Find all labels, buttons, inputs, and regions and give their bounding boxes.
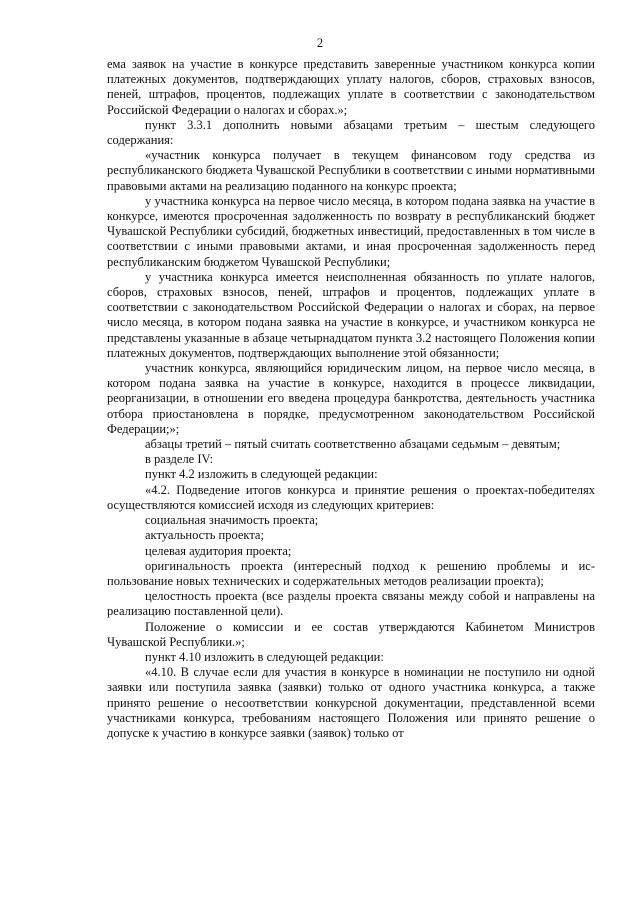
paragraph: у участника конкурса на первое число месяца, в котором подана заявка на участие в конкурсе, имеются просроченная задолженность по возврату в республиканский бюджет Чувашской Республики субсидий, бюджетных инвестиций, предоставленных в том числе в соответствии с иными правовыми актами, и иная просроченная задолженность перед республиканским бюджетом Чувашской Республики; [107,193,595,269]
paragraph: пункт 3.3.1 дополнить новыми абзацами третьим – шестым следующего содержания: [107,117,595,148]
paragraph: участник конкурса, являющийся юридическим лицом, на первое число месяца, в котором подана заявка на участие в конкурсе, находится в процессе ликвидации, реорганизации, в отношении его введена процедура банкротства, деятельность участника отбора приостановлена в порядке, предусмотренном законодательством Российской Федерации;»; [107,361,595,436]
paragraph: «4.10. В случае если для участия в конкурсе в номинации не поступило ни одной заявки или поступила заявка (заявки) только от одного участника конкурса, а также принято решение о несоответствии конкурсной документации, представленной всеми участниками конкурса, требованиям настоящего Положения или принято решение о допуске к участию в конкурсе заявки (заявок) только от [107,665,595,740]
paragraph: социальная значимость проекта; [145,513,319,528]
paragraph: оригинальность проекта (интересный подход к решению проблемы и использование новых технических и содержательных методов реализации проекта); [107,558,595,588]
paragraph: актуальность проекта; [145,528,264,543]
paragraph: «4.2. Подведение итогов конкурса и принятие решения о проектах-победителях осуществляются комиссией исходя из следующих критериев: [107,482,595,512]
paragraph: пункт 4.10 изложить в следующей редакции: [145,649,384,664]
paragraph: Положение о комиссии и ее состав утверждаются Кабинетом Министров Чувашской Республики.»; [107,619,595,649]
paragraph: целостность проекта (все разделы проекта связаны между собой и направлены на реализацию поставленной цели). [107,589,595,619]
paragraph: в разделе IV: [145,452,214,467]
paragraph: ема заявок на участие в конкурсе представить заверенные участником конкурса копии платежных документов, подтверждающих уплату налогов, сборов, страховых взносов, пеней, штрафов, процентов, подлежащих уплате в соответствии с законодательством Российской Федерации о налогах и сборах.»; [107,57,595,117]
paragraph: у участника конкурса имеется неисполненная обязанность по уплате налогов, сборов, страховых взносов, пеней, штрафов и процентов, подлежащих уплате в соответствии с законодательством Российской Федерации о налогах и сборах, на первое число месяца, в котором подана заявка на участие в конкурсе, и участником конкурса не представлены указанные в абзаце четырнадцатом пункта 3.2 настоящего Положения копии платежных документов, подтверждающих выполнение этой обязанности; [107,269,595,360]
paragraph: целевая аудитория проекта; [145,543,292,558]
document-body [107,57,595,741]
paragraph: абзацы третий – пятый считать соответственно абзацами седьмым – девятым; [145,437,561,452]
paragraph: «участник конкурса получает в текущем финансовом году средства из республиканского бюджета Чувашской Республики в соответствии с иными нормативными правовыми актами на реализацию поданного на конкурс проекта; [107,148,595,193]
paragraph: пункт 4.2 изложить в следующей редакции: [145,467,378,482]
page-number: 2 [316,36,324,50]
